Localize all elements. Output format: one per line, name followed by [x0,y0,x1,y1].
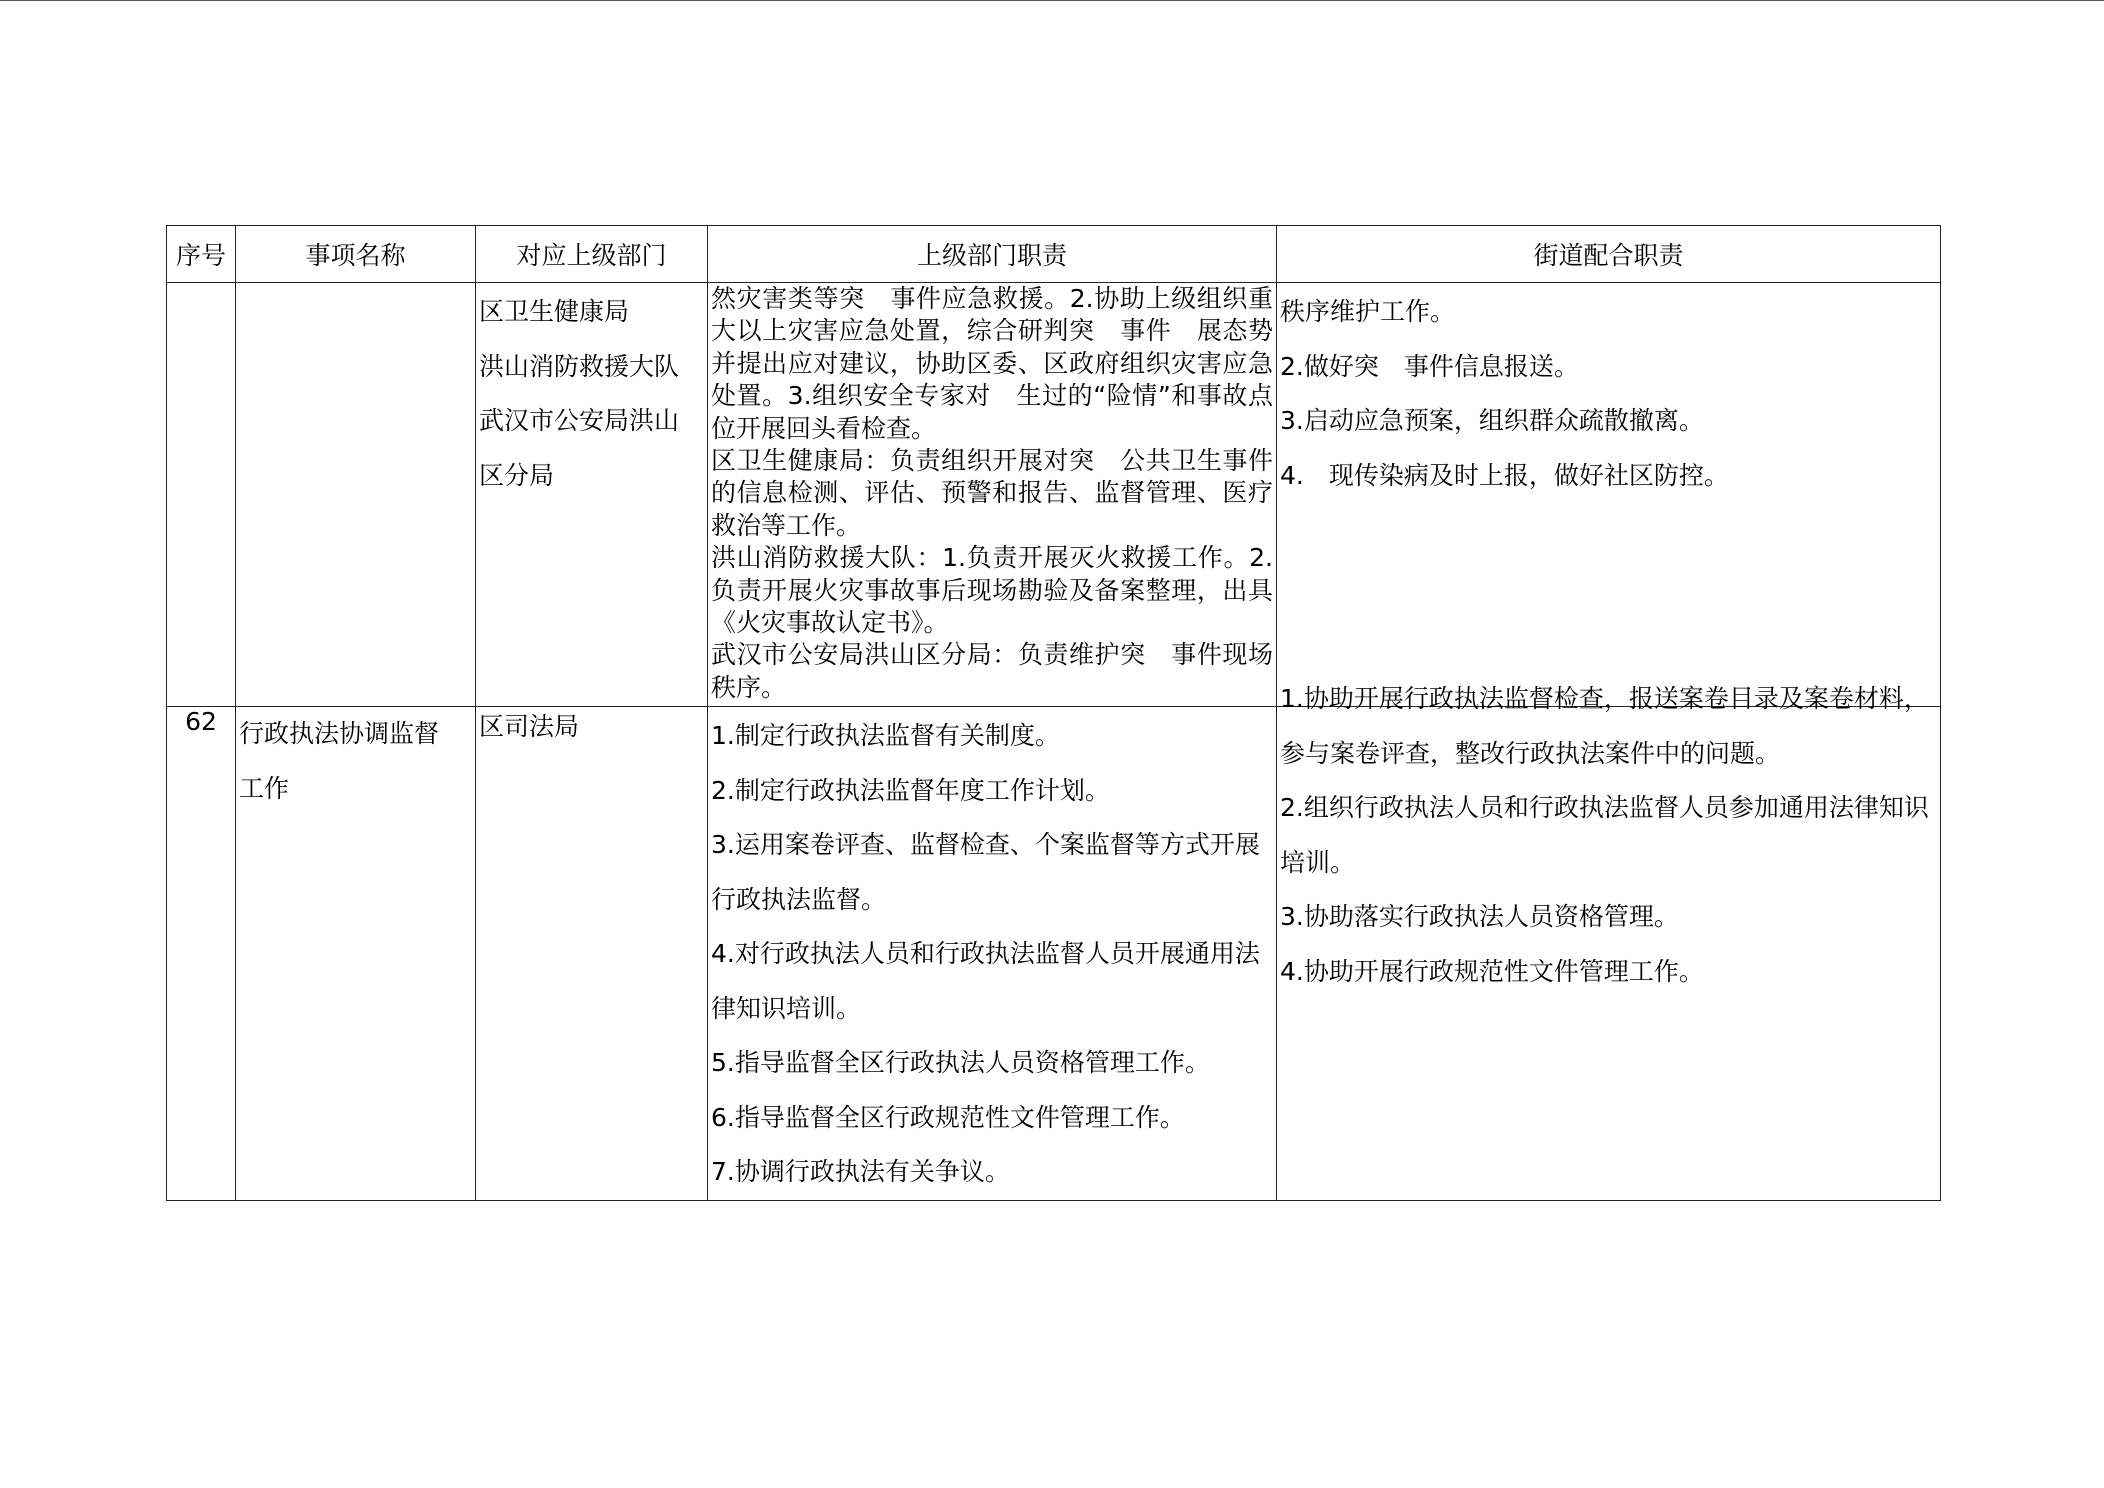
duty-paragraph: 然灾害类等突 事件应急救援。2.协助上级组织重大以上灾害应急处置，综合研判突 事件 展态势并提出应对建议，协助区委、区政府组织灾害应急处置。3.组织安全专家对 生过的“险情”和事故点位开展回头看检查。 [711,284,1273,443]
street-line: 4.协助开展行政规范性文件管理工作。 [1280,956,1704,986]
header-item-name: 事项名称 [236,226,476,283]
cell-street-duty [1277,283,1941,707]
duty-line: 3.运用案卷评查、监督检查、个案监督等方式开展行政执法监督。 [711,830,1260,914]
header-superior-dept: 对应上级部门 [476,226,708,283]
duty-paragraph: 武汉市公安局洪山区分局：负责维护突 事件现场秩序。 [711,640,1273,702]
cell-seq [167,283,236,707]
cell-street-duty [1277,684,1941,1201]
header-street-duty: 街道配合职责 [1277,226,1941,283]
dept-line: 区卫生健康局 [479,297,630,326]
duty-line: 5.指导监督全区行政执法人员资格管理工作。 [711,1048,1210,1077]
cell-item-name [236,283,476,707]
header-superior-duty: 上级部门职责 [708,226,1277,283]
cell-superior-duty [708,707,1277,1201]
street-line: 3.协助落实行政执法人员资格管理。 [1280,902,1679,931]
duty-line: 6.指导监督全区行政规范性文件管理工作。 [711,1102,1185,1132]
duty-paragraph: 洪山消防救援大队：1.负责开展灭火救援工作。2.负责开展火灾事故事后现场勘验及备案整理，出具《火灾事故认定书》。 [711,543,1273,638]
street-line: 2.做好突 事件信息报送。 [1280,351,1579,381]
table-row [167,707,1941,1201]
duty-paragraph: 区卫生健康局：负责组织开展对突 公共卫生事件的信息检测、评估、预警和报告、监督管理、医疗救治等工作。 [711,446,1273,540]
page-top-rule [0,0,2104,1]
header-seq: 序号 [167,226,236,283]
cell-superior-duty [708,283,1277,707]
item-name-text: 行政执法协调监督工作 [239,719,440,803]
duty-line: 2.制定行政执法监督年度工作计划。 [711,775,1110,805]
street-line: 3.启动应急预案，组织群众疏散撤离。 [1280,406,1704,435]
cell-superior-dept [476,283,708,707]
street-line: 秩序维护工作。 [1280,297,1456,326]
duty-table [166,225,1941,1201]
cell-seq: 62 [167,707,236,1201]
dept-line: 区分局 [479,460,555,490]
street-line: 2.组织行政执法人员和行政执法监督人员参加通用法律知识培训。 [1280,793,1929,877]
dept-line: 洪山消防救援大队 [479,351,680,381]
cell-item-name [236,707,476,1201]
dept-line: 武汉市公安局洪山 [479,406,680,435]
street-line: 4. 现传染病及时上报，做好社区防控。 [1280,460,1729,490]
table-header-row [167,226,1941,283]
cell-superior-dept: 区司法局 [476,707,708,1201]
duty-line: 1.制定行政执法监督有关制度。 [711,721,1060,750]
duty-line: 7.协调行政执法有关争议。 [711,1157,1010,1186]
duty-line: 4.对行政执法人员和行政执法监督人员开展通用法律知识培训。 [711,939,1260,1023]
table-row [167,283,1941,707]
street-line: 1.协助开展行政执法监督检查，报送案卷目录及案卷材料，参与案卷评查，整改行政执法案件中的问题。 [1280,684,1929,768]
